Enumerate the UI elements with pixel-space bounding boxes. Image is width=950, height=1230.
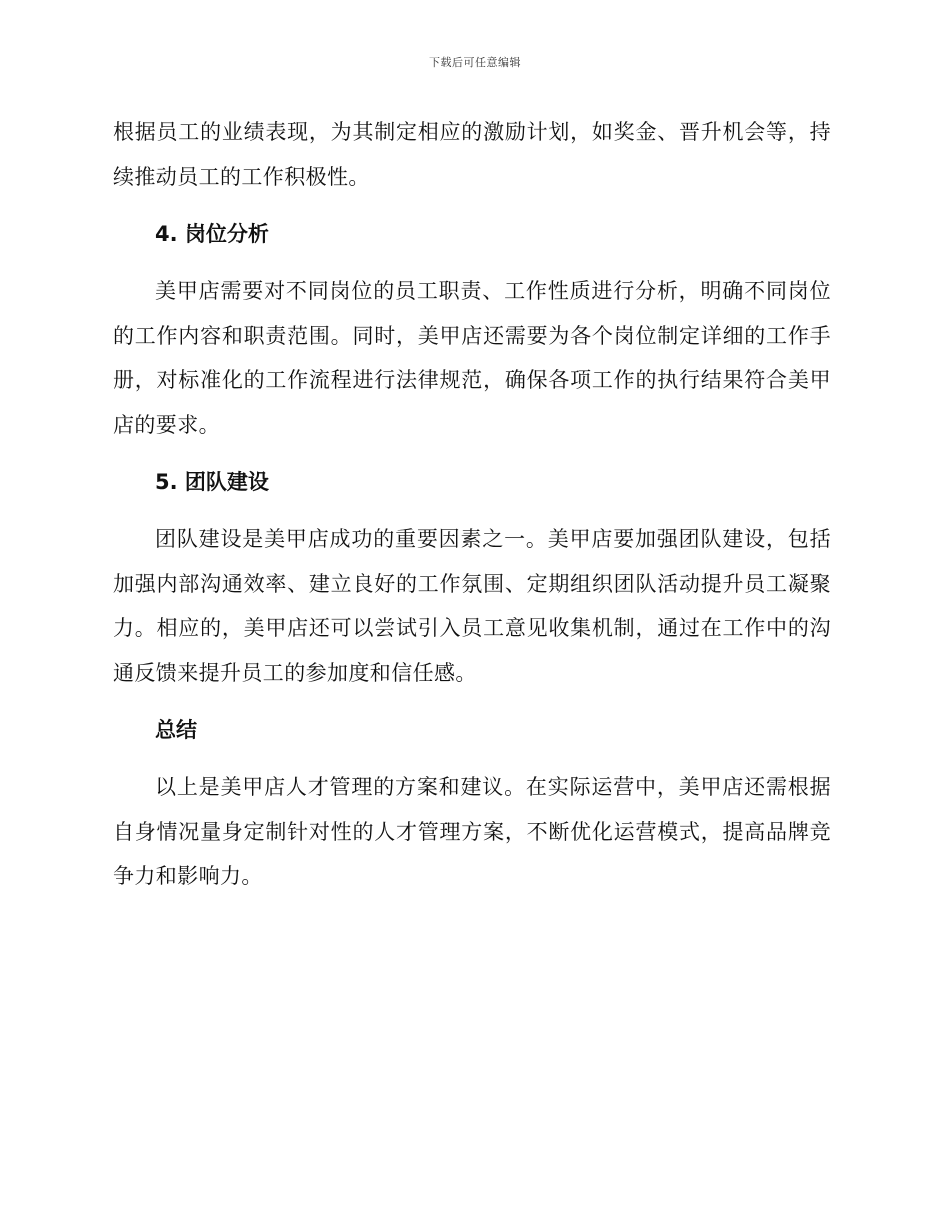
spacer bbox=[113, 695, 831, 708]
summary-paragraph: 以上是美甲店人才管理的方案和建议。在实际运营中，美甲店还需根据自身情况量身定制针对性的人才管理方案，不断优化运营模式，提高品牌竞争力和影响力。 bbox=[113, 775, 831, 888]
section-5-heading: 5. 团队建设 bbox=[155, 470, 269, 494]
section-5-paragraph: 团队建设是美甲店成功的重要因素之一。美甲店要加强团队建设，包括加强内部沟通效率、建立良好的工作氛围、定期组织团队活动提升员工凝聚力。相应的，美甲店还可以尝试引入员工意见收集机制，通过在工作中的沟通反馈来提升员工的参加度和信任感。 bbox=[113, 527, 831, 685]
section-4-heading: 4. 岗位分析 bbox=[155, 222, 269, 246]
intro-paragraph: 根据员工的业绩表现，为其制定相应的激励计划，如奖金、晋升机会等，持续推动员工的工作积极性。 bbox=[113, 120, 831, 189]
document-body bbox=[113, 110, 831, 899]
spacer bbox=[113, 752, 831, 765]
spacer bbox=[113, 504, 831, 517]
summary-heading: 总结 bbox=[155, 718, 197, 742]
spacer bbox=[113, 256, 831, 269]
spacer bbox=[113, 447, 831, 460]
section-4-paragraph: 美甲店需要对不同岗位的员工职责、工作性质进行分析，明确不同岗位的工作内容和职责范围。同时，美甲店还需要为各个岗位制定详细的工作手册，对标准化的工作流程进行法律规范，确保各项工作的执行结果符合美甲店的要求。 bbox=[113, 279, 831, 437]
page-header: 下载后可任意编辑 bbox=[429, 56, 521, 69]
spacer bbox=[113, 199, 831, 212]
